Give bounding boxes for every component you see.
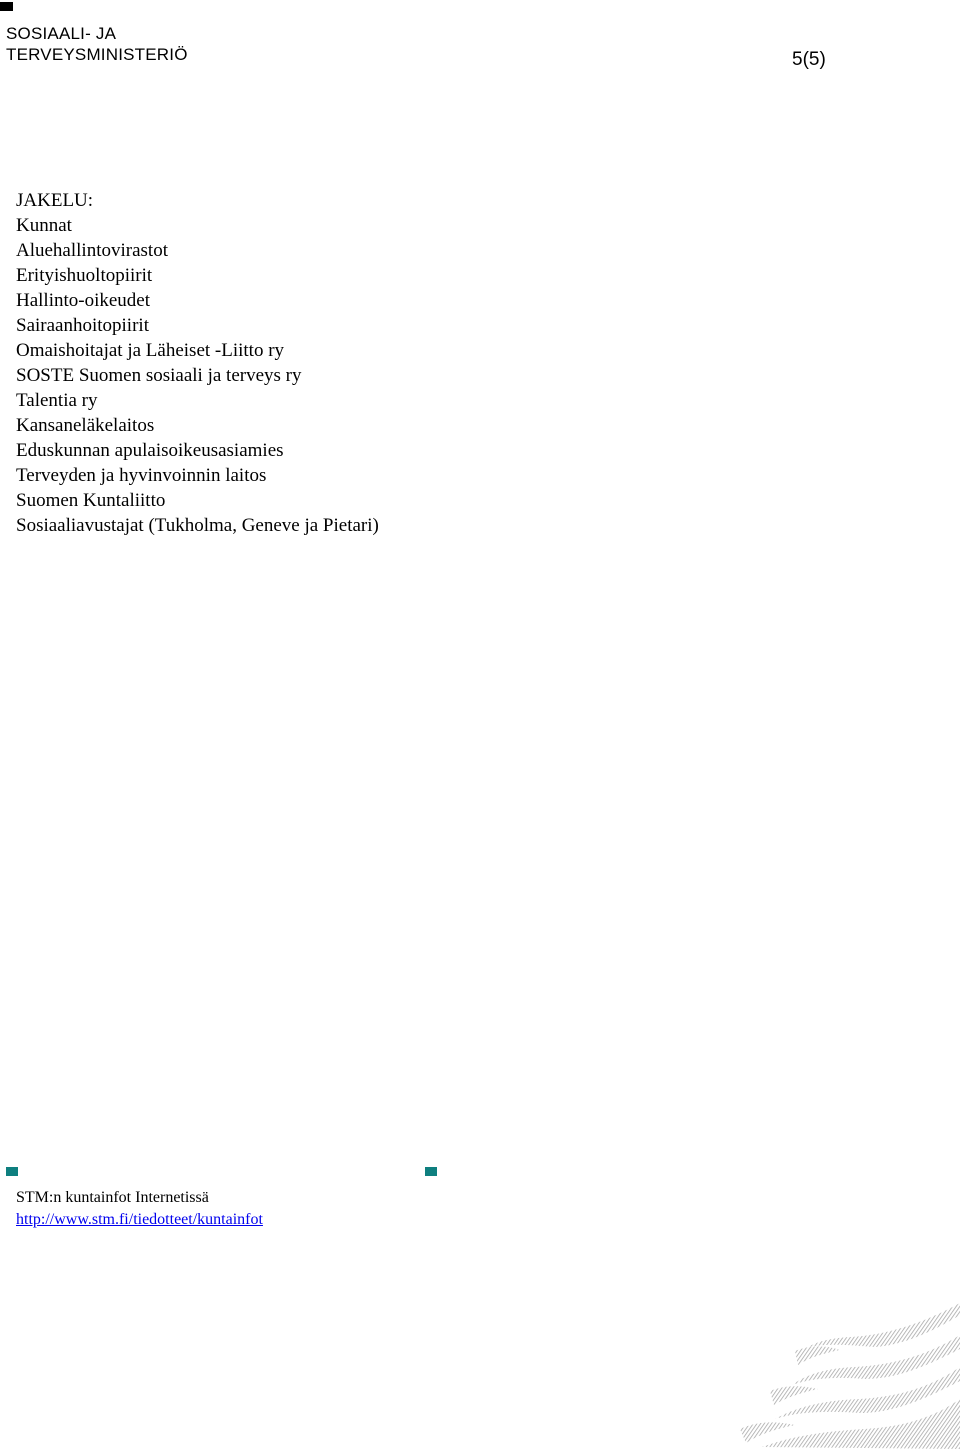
recipient-item: Talentia ry: [16, 390, 98, 411]
recipient-item: Eduskunnan apulaisoikeusasiamies: [16, 440, 284, 461]
footer-marker-right: [425, 1167, 437, 1176]
recipient-item: Aluehallintovirastot: [16, 240, 168, 261]
recipient-item: Hallinto-oikeudet: [16, 290, 151, 311]
footer-marker-left: [6, 1167, 18, 1176]
distribution-heading: JAKELU:: [16, 190, 94, 211]
recipient-item: Omaishoitajat ja Läheiset -Liitto ry: [16, 340, 285, 361]
ministry-name-line-1: SOSIAALI- JA: [6, 24, 117, 43]
page-number: 5(5): [792, 49, 826, 70]
recipient-item: SOSTE Suomen sosiaali ja terveys ry: [16, 365, 302, 386]
recipient-item: Sosiaaliavustajat (Tukholma, Geneve ja Pietari): [16, 515, 379, 536]
ministry-name-line-2: TERVEYSMINISTERIÖ: [6, 45, 188, 64]
recipient-item: Kansaneläkelaitos: [16, 415, 155, 436]
header-corner-mark: [0, 2, 13, 11]
ministry-wave-logo-icon: [700, 1295, 960, 1449]
recipient-item: Terveyden ja hyvinvoinnin laitos: [16, 465, 267, 486]
recipient-item: Erityishuoltopiirit: [16, 265, 153, 286]
recipient-item: Kunnat: [16, 215, 72, 236]
recipient-item: Sairaanhoitopiirit: [16, 315, 149, 336]
kuntainfot-link[interactable]: http://www.stm.fi/tiedotteet/kuntainfot: [16, 1211, 263, 1228]
ministry-name: [6, 23, 188, 65]
footer-caption: STM:n kuntainfot Internetissä: [16, 1189, 209, 1206]
recipient-item: Suomen Kuntaliitto: [16, 490, 166, 511]
footer-info: [16, 1187, 263, 1231]
distribution-list: [16, 188, 379, 538]
recipient-list: [16, 213, 379, 538]
